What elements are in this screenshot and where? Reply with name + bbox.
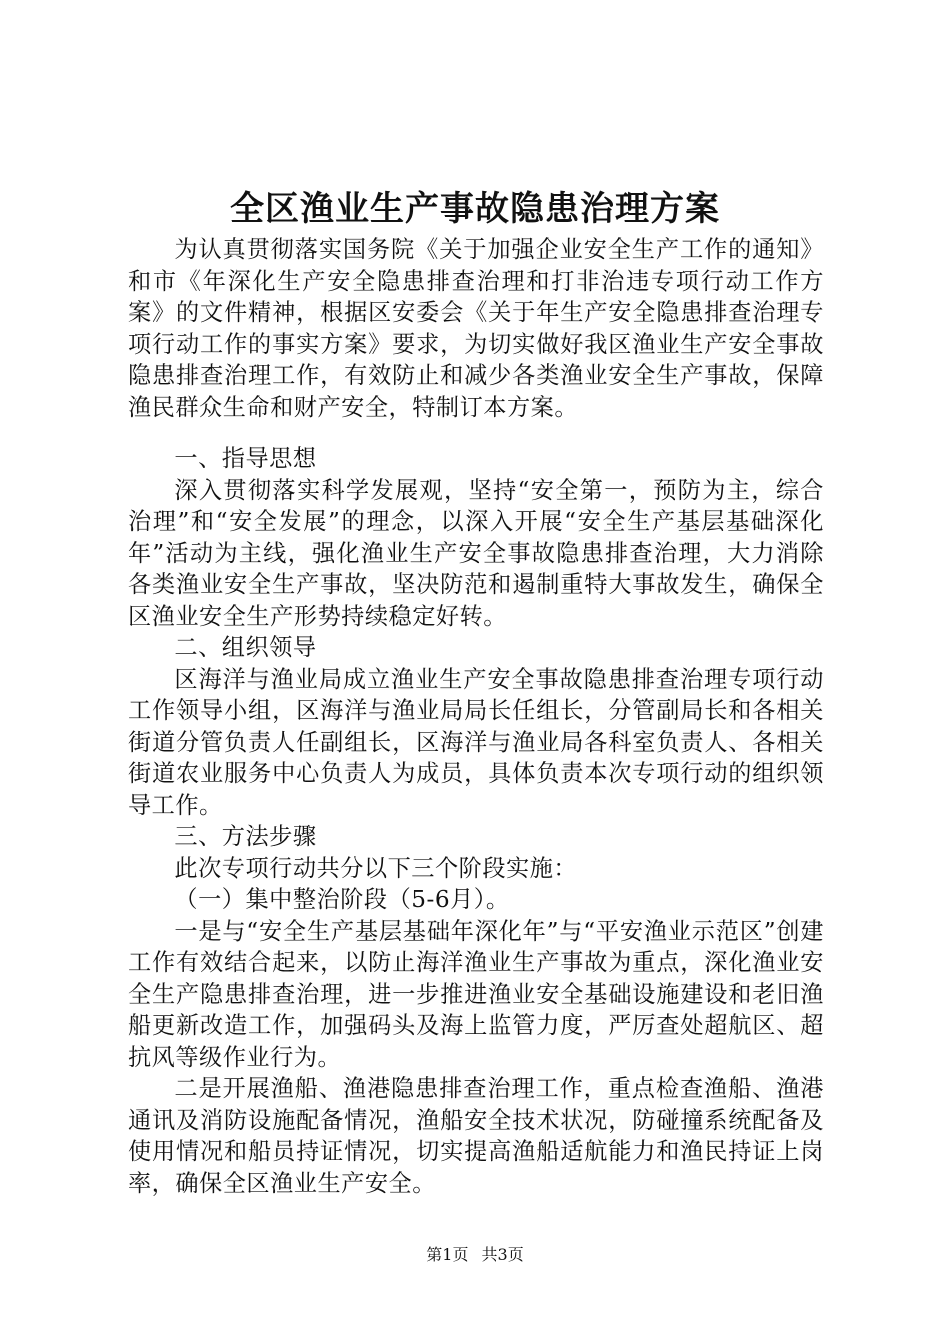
phase-item-one: 一是与“安全生产基层基础年深化年”与“平安渔业示范区”创建工作有效结合起来，以防止海洋渔业生产事故为重点，深化渔业安全生产隐患排查治理，进一步推进渔业安全基础设施建设和老旧渔船更新改造工作，加强码头及海上监管力度，严厉查处超航区、超抗风等级作业行为。: [128, 917, 824, 1071]
section-heading-method-steps: 三、方法步骤: [174, 823, 317, 850]
section-heading-guiding-ideology: 一、指导思想: [174, 445, 317, 472]
section-paragraph-organization: 区海洋与渔业局成立渔业生产安全事故隐患排查治理专项行动工作领导小组，区海洋与渔业局局长任组长，分管副局长和各相关街道分管负责人任副组长，区海洋与渔业局各科室负责人、各相关街道农业服务中心负责人为成员，具体负责本次专项行动的组织领导工作。: [128, 665, 824, 819]
document-body: [128, 234, 824, 1199]
phase-heading-concentrated-rectification: （一）集中整治阶段（5-6月）。: [174, 886, 510, 913]
page-footer: [0, 1244, 950, 1266]
intro-paragraph: 为认真贯彻落实国务院《关于加强企业安全生产工作的通知》和市《年深化生产安全隐患排查治理和打非治违专项行动工作方案》的文件精神，根据区安委会《关于年生产安全隐患排查治理专项行动工作的事实方案》要求，为切实做好我区渔业生产安全事故隐患排查治理工作，有效防止和减少各类渔业安全生产事故，保障渔民群众生命和财产安全，特制订本方案。: [128, 236, 824, 421]
section-heading-organization: 二、组织领导: [174, 634, 317, 661]
document-title: 全区渔业生产事故隐患治理方案: [230, 189, 720, 229]
page-total: 共3页: [481, 1245, 524, 1264]
page-number: 第1页: [426, 1245, 469, 1264]
paragraph-spacer: [128, 423, 824, 443]
section-paragraph-method-intro: 此次专项行动共分以下三个阶段实施：: [174, 854, 578, 882]
section-paragraph-guiding-ideology: 深入贯彻落实科学发展观，坚持“安全第一，预防为主，综合治理”和“安全发展”的理念，以深入开展“安全生产基层基础深化年”活动为主线，强化渔业生产安全事故隐患排查治理，大力消除各类渔业安全生产事故，坚决防范和遏制重特大事故发生，确保全区渔业安全生产形势持续稳定好转。: [128, 476, 824, 630]
phase-item-two: 二是开展渔船、渔港隐患排查治理工作，重点检查渔船、渔港通讯及消防设施配备情况，渔船安全技术状况，防碰撞系统配备及使用情况和船员持证情况，切实提高渔船适航能力和渔民持证上岗率，确保全区渔业生产安全。: [128, 1075, 824, 1197]
